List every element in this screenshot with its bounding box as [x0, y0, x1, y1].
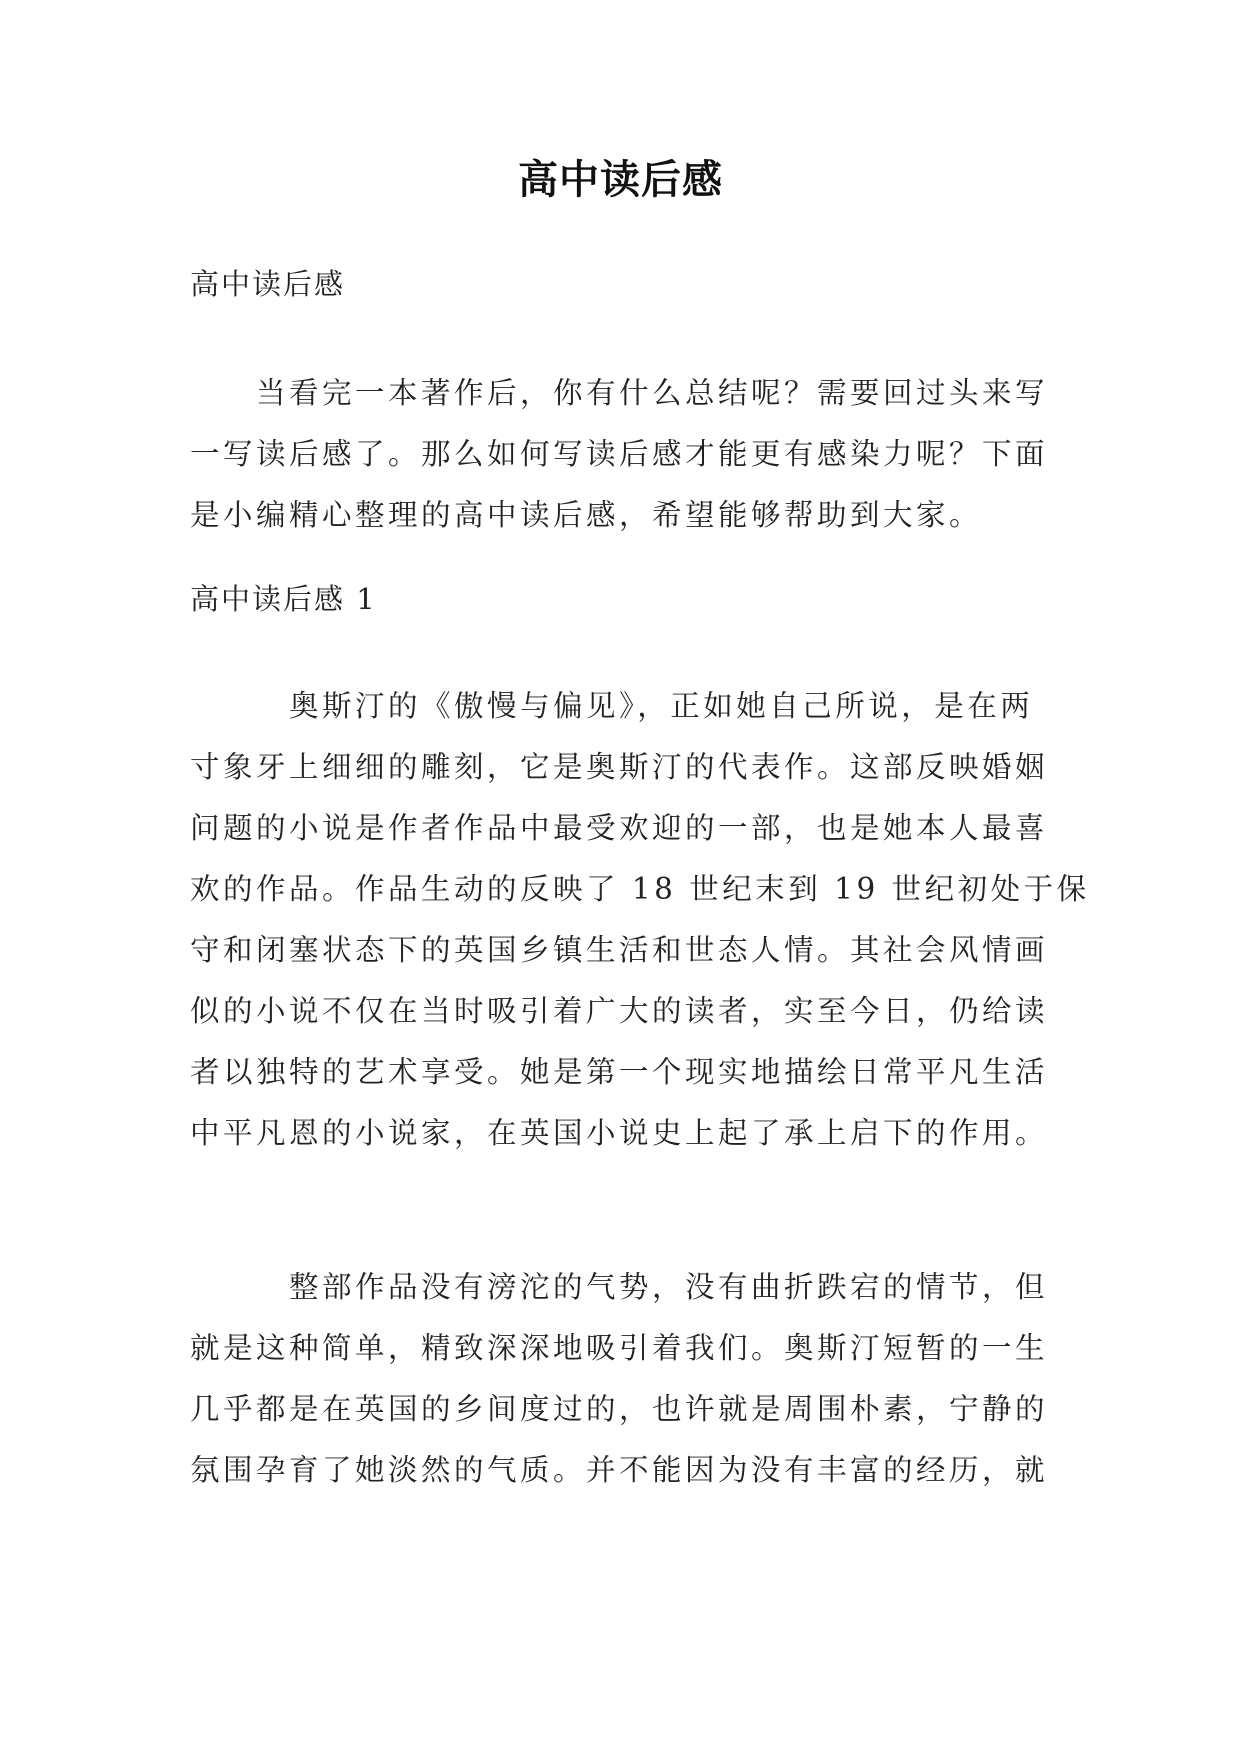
- document-title: 高中读后感: [518, 156, 723, 203]
- paragraph-line: 问题的小说是作者作品中最受欢迎的一部，也是她本人最喜: [190, 811, 1049, 845]
- intro-line: 当看完一本著作后，你有什么总结呢？需要回过头来写: [190, 376, 1049, 410]
- paragraph-line: 就是这种简单，精致深深地吸引着我们。奥斯汀短暂的一生: [190, 1331, 1049, 1365]
- paragraph-line: 奥斯汀的《傲慢与偏见》，正如她自己所说，是在两: [190, 689, 1034, 723]
- paragraph-line: 中平凡恩的小说家，在英国小说史上起了承上启下的作用。: [190, 1116, 1049, 1150]
- paragraph-line: 几乎都是在英国的乡间度过的，也许就是周围朴素，宁静的: [190, 1392, 1049, 1426]
- section1-paragraph-2: [190, 1257, 1070, 1501]
- paragraph-line: 似的小说不仅在当时吸引着广大的读者，实至今日，仍给读: [190, 994, 1049, 1028]
- section1-paragraph-1: [190, 676, 1090, 1164]
- paragraph-line: 者以独特的艺术享受。她是第一个现实地描绘日常平凡生活: [190, 1055, 1049, 1089]
- intro-line: 是小编精心整理的高中读后感，希望能够帮助到大家。: [190, 498, 983, 532]
- paragraph-line: 守和闭塞状态下的英国乡镇生活和世态人情。其社会风情画: [190, 933, 1049, 967]
- paragraph-line: 氛围孕育了她淡然的气质。并不能因为没有丰富的经历，就: [190, 1453, 1049, 1487]
- paragraph-line: 寸象牙上细细的雕刻，它是奥斯汀的代表作。这部反映婚姻: [190, 750, 1049, 784]
- document-heading: 高中读后感: [190, 267, 346, 301]
- paragraph-line: 欢的作品。作品生动的反映了 18 世纪末到 19 世纪初处于保: [190, 872, 1090, 906]
- intro-line: 一写读后感了。那么如何写读后感才能更有感染力呢？下面: [190, 437, 1049, 471]
- section-heading: 高中读后感 1: [190, 582, 377, 616]
- paragraph-line: 整部作品没有滂沱的气势，没有曲折跌宕的情节，但: [190, 1270, 1049, 1304]
- intro-paragraph: [190, 363, 1070, 546]
